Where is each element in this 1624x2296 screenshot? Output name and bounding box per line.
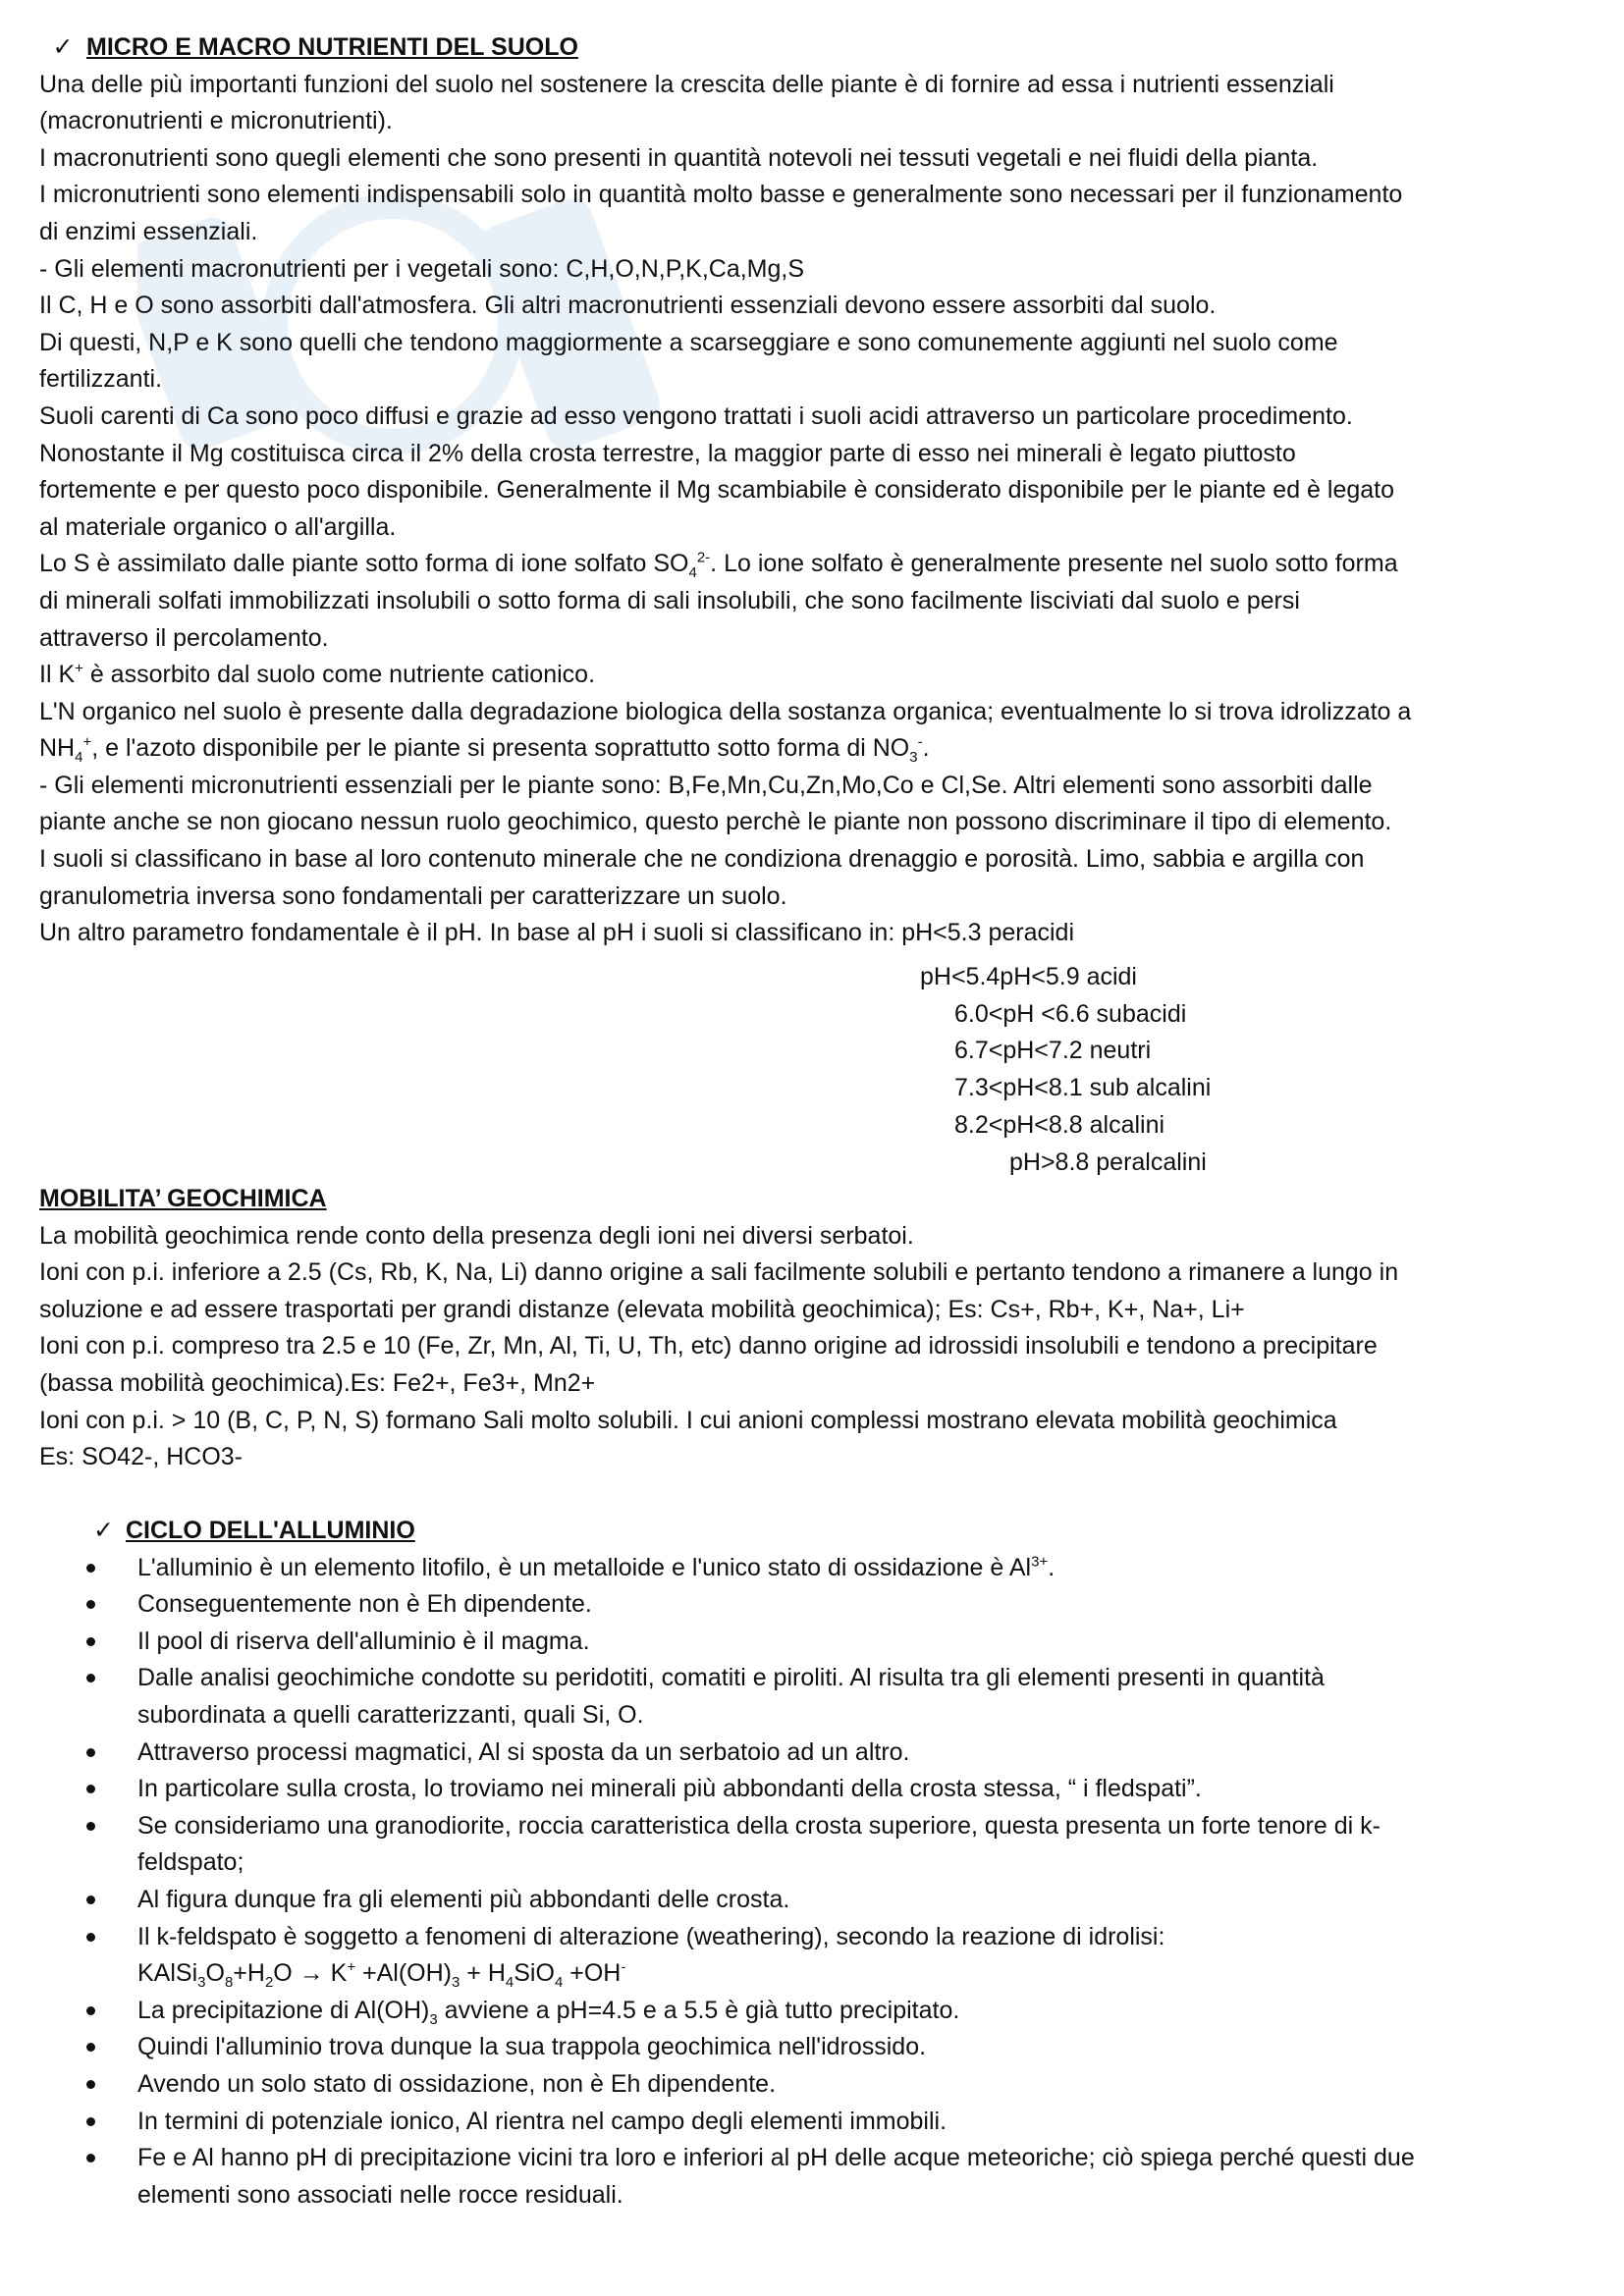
bullet-icon (86, 1600, 95, 1609)
text-line-potassium: Il K+ è assorbito dal suolo come nutriente cationico. (39, 660, 596, 689)
text-line: Un altro parametro fondamentale è il pH. In base al pH i suoli si classificano in: pH<5.3 peracidi (39, 919, 1075, 947)
ph-class: 6.7<pH<7.2 neutri (954, 1037, 1152, 1064)
text-line: - Gli elementi micronutrienti essenziali per le piante sono: B,Fe,Mn,Cu,Zn,Mo,Co e Cl,Se. Altri elementi sono assorbiti dalle (39, 771, 1373, 799)
section-title: CICLO DELL'ALLUMINIO (126, 1517, 415, 1544)
text-line: Es: SO42-, HCO3- (39, 1443, 243, 1471)
checkmark-icon: ✓ (93, 1517, 114, 1544)
text-line: L'N organico nel suolo è presente dalla degradazione biologica della sostanza organica; eventualmente lo si trova idrolizzato a (39, 697, 1412, 725)
bullet-icon (86, 2117, 95, 2126)
text-line: granulometria inversa sono fondamentali per caratterizzare un suolo. (39, 881, 787, 910)
text-line: Di questi, N,P e K sono quelli che tendono maggiormente a scarseggiare e sono comunemente aggiunti nel suolo come (39, 328, 1338, 356)
text-line: fortemente e per questo poco disponibile. Generalmente il Mg scambiabile è considerato disponibile per le piante ed è legato (39, 476, 1395, 505)
section-title: MICRO E MACRO NUTRIENTI DEL SUOLO (86, 33, 578, 61)
text-line-nitrogen: $NH_4^+$, e l'azoto disponibile per le piante si presenta soprattutto sotto forma di $NO_3^-$. (39, 733, 930, 767)
list-item: Dalle analisi geochimiche condotte su peridotiti, comatiti e piroliti. Al risulta tra gli elementi presenti in quantità subordinata a quelli caratterizzanti, quali Si, O. (39, 1660, 1600, 1734)
ph-class: 8.2<pH<8.8 alcalini (954, 1111, 1165, 1139)
arrow-right-icon: → (298, 1959, 324, 1988)
text-line: soluzione e ad essere trasportati per grandi distanze (elevata mobilità geochimica); Es: Cs+, Rb+, K+, Na+, Li+ (39, 1295, 1245, 1323)
list-item: Fe e Al hanno pH di precipitazione vicini tra loro e inferiori al pH delle acque meteoriche; ciò spiega perché questi due elementi sono associati nelle rocce residuali. (39, 2140, 1600, 2214)
bullet-icon (86, 1933, 95, 1942)
text-line: - Gli elementi macronutrienti per i vegetali sono: C,H,O,N,P,K,Ca,Mg,S (39, 254, 805, 283)
bullet-icon (86, 2006, 95, 2015)
text-line: Ioni con p.i. > 10 (B, C, P, N, S) formano Sali molto solubili. I cui anioni complessi mostrano elevata mobilità geochimica (39, 1406, 1337, 1434)
text-line: fertilizzanti. (39, 365, 163, 394)
bullet-icon (86, 1896, 95, 1904)
ph-class: pH<5.4pH<5.9 acidi (920, 963, 1137, 990)
section-mobility (39, 1181, 1600, 1476)
text-line: Ioni con p.i. inferiore a 2.5 (Cs, Rb, K, Na, Li) danno origine a sali facilmente solubili e pertanto tendono a rimanere a lungo in (39, 1258, 1399, 1287)
list-item: Avendo un solo stato di ossidazione, non è Eh dipendente. (39, 2066, 1600, 2104)
text-line-sulfur: Lo S è assimilato dalle piante sotto forma di ione solfato $SO_4^{2-}$. Lo ione solfato è generalmente presente nel suolo sotto forma (39, 549, 1398, 582)
text-line: di enzimi essenziali. (39, 217, 258, 245)
text-line: I micronutrienti sono elementi indispensabili solo in quantità molto basse e generalmente sono necessari per il funzionamento (39, 181, 1403, 209)
ph-class: pH>8.8 peralcalini (1009, 1148, 1207, 1176)
list-item: La precipitazione di $Al(OH)_3$ avviene a pH=4.5 e a 5.5 è già tutto precipitato. (39, 1993, 1600, 2030)
text-line: (bassa mobilità geochimica).Es: Fe2+, Fe3+, Mn2+ (39, 1368, 596, 1397)
text-line: Suoli carenti di Ca sono poco diffusi e grazie ad esso vengono trattati i suoli acidi attraverso un particolare procedimento. (39, 401, 1353, 430)
hydrolysis-equation: $KAlSi_3O_8+H_2O \to K^+ +Al(OH)_3 + H_4SiO_4 +OH^-$ (137, 1958, 626, 1992)
text-line: Una delle più importanti funzioni del suolo nel sostenere la crescita delle piante è di fornire ad essa i nutrienti essenziali (39, 70, 1334, 98)
section-title: MOBILITA’ GEOCHIMICA (39, 1185, 327, 1212)
section-nutrients (39, 29, 1600, 952)
list-item: Il k-feldspato è soggetto a fenomeni di alterazione (weathering), secondo la reazione di idrolisi: $KAlSi_3O_8+H_2O \to K^+ +Al(OH)_3 + H_4SiO_4 +OH^-$ (39, 1919, 1600, 1993)
list-item: Attraverso processi magmatici, Al si sposta da un serbatoio ad un altro. (39, 1735, 1600, 1772)
list-item: In particolare sulla crosta, lo troviamo nei minerali più abbondanti della crosta stessa, “ i fledspati”. (39, 1771, 1600, 1808)
checkmark-icon: ✓ (52, 33, 74, 61)
text-line: Il C, H e O sono assorbiti dall'atmosfera. Gli altri macronutrienti essenziali devono essere assorbiti dal suolo. (39, 292, 1217, 320)
text-line: al materiale organico o all'argilla. (39, 512, 397, 541)
text-line: I macronutrienti sono quegli elementi che sono presenti in quantità notevoli nei tessuti vegetali e nei fluidi della pianta. (39, 143, 1319, 172)
bullet-icon (86, 1822, 95, 1831)
bullet-icon (86, 2154, 95, 2163)
bullet-icon (86, 1674, 95, 1682)
list-item: In termini di potenziale ionico, Al rientra nel campo degli elementi immobili. (39, 2104, 1600, 2141)
bullet-list (39, 1550, 1600, 2215)
bullet-icon (86, 2043, 95, 2052)
list-item: Al figura dunque fra gli elementi più abbondanti delle crosta. (39, 1882, 1600, 1919)
section-aluminium (39, 1513, 1600, 2214)
ph-class: 6.0<pH <6.6 subacidi (954, 1000, 1187, 1028)
text-line: attraverso il percolamento. (39, 623, 329, 652)
bullet-icon (86, 2080, 95, 2089)
text-line: (macronutrienti e micronutrienti). (39, 107, 393, 135)
bullet-icon (86, 1748, 95, 1757)
list-item: Il pool di riserva dell'alluminio è il magma. (39, 1624, 1600, 1661)
list-item: L'alluminio è un elemento litofilo, è un metalloide e l'unico stato di ossidazione è $Al^{3+}$. (39, 1550, 1600, 1587)
bullet-icon (86, 1564, 95, 1573)
list-item: Conseguentemente non è Eh dipendente. (39, 1586, 1600, 1624)
list-item: Quindi l'alluminio trova dunque la sua trappola geochimica nell'idrossido. (39, 2029, 1600, 2066)
text-line: La mobilità geochimica rende conto della presenza degli ioni nei diversi serbatoi. (39, 1221, 914, 1250)
list-item: Se consideriamo una granodiorite, roccia caratteristica della crosta superiore, questa presenta un forte tenore di k- feldspato; (39, 1808, 1600, 1882)
text-line: Nonostante il Mg costituisca circa il 2% della crosta terrestre, la maggior parte di esso nei minerali è legato piuttosto (39, 439, 1296, 467)
text-line: piante anche se non giocano nessun ruolo geochimico, questo perchè le piante non possono discriminare il tipo di elemento. (39, 808, 1392, 836)
text-line: Ioni con p.i. compreso tra 2.5 e 10 (Fe, Zr, Mn, Al, Ti, U, Th, etc) danno origine ad idrossidi insolubili e tendono a precipitare (39, 1332, 1378, 1361)
text-line: I suoli si classificano in base al loro contenuto minerale che ne condiziona drenaggio e porosità. Limo, sabbia e argilla con (39, 845, 1365, 874)
text-line: di minerali solfati immobilizzati insolubili o sotto forma di sali insolubili, che sono facilmente lisciviati dal suolo e persi (39, 586, 1300, 614)
bullet-icon (86, 1637, 95, 1646)
bullet-icon (86, 1785, 95, 1793)
ph-class: 7.3<pH<8.1 sub alcalini (954, 1074, 1212, 1101)
